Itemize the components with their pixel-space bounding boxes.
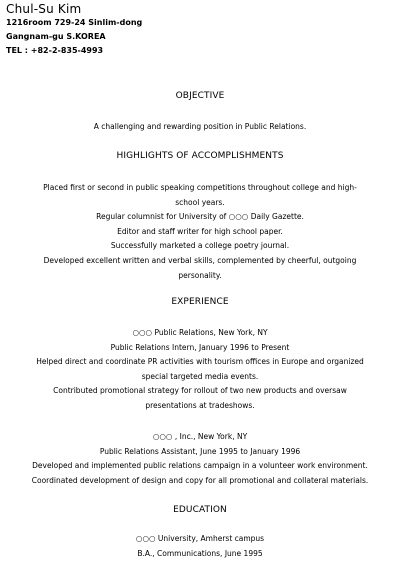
education-heading: EDUCATION [173, 505, 227, 515]
job-position: Public Relations Assistant, June 1995 to January 1996 [99, 446, 301, 456]
highlights-section [0, 181, 400, 283]
highlights-heading: HIGHLIGHTS OF ACCOMPLISHMENTS [116, 151, 284, 161]
highlight-line: Regular columnist for University of ○○○ Daily Gazette. [96, 212, 304, 222]
highlight-line: Placed first or second in public speaking competitions throughout college and high- [43, 183, 357, 192]
job-duty-line: Helped direct and coordinate PR activities with tourism offices in Europe and organized [36, 357, 364, 367]
job-duty-line: Contributed promotional strategy for rollout of two new products and oversaw [53, 386, 347, 396]
education-degree: B.A., Communications, June 1995 [137, 548, 263, 558]
highlight-line: Developed excellent written and verbal skills, complemented by cheerful, outgoing [43, 255, 357, 265]
education-school: ○○○ University, Amherst campus [135, 534, 265, 543]
highlight-line: school years. [175, 197, 225, 207]
job-duty-line: Developed and implemented public relations campaign in a volunteer work environment. [32, 461, 368, 471]
objective-heading: OBJECTIVE [175, 91, 225, 101]
address-line-2: Gangnam-gu S.KOREA [6, 32, 106, 41]
address-line-1: 1216room 729-24 Sinlim-dong [6, 18, 143, 27]
highlight-line: Editor and staff writer for high school paper. [117, 226, 283, 236]
highlight-line: Successfully marketed a college poetry journal. [110, 241, 290, 251]
job-company: ○○○ , Inc., New York, NY [152, 432, 248, 441]
job-duty-line: special targeted media events. [141, 371, 259, 381]
contact-header [6, 2, 142, 58]
job-duty-line: Coordinated development of design and copy for all promotional and collateral materials. [31, 475, 369, 485]
experience-heading: EXPERIENCE [171, 297, 229, 307]
objective-text: A challenging and rewarding position in Public Relations. [93, 122, 307, 131]
experience-job-2 [0, 430, 400, 488]
telephone: TEL : +82-2-835-4993 [6, 46, 104, 55]
objective-section [0, 120, 400, 135]
experience-job-1 [0, 326, 400, 414]
job-duty-line: presentations at tradeshows. [145, 400, 255, 410]
education-section [0, 532, 400, 561]
highlight-line: personality. [178, 270, 222, 280]
job-position: Public Relations Intern, January 1996 to Present [110, 342, 290, 352]
job-company: ○○○ Public Relations, New York, NY [132, 328, 268, 337]
applicant-name: Chul-Su Kim [6, 2, 82, 16]
